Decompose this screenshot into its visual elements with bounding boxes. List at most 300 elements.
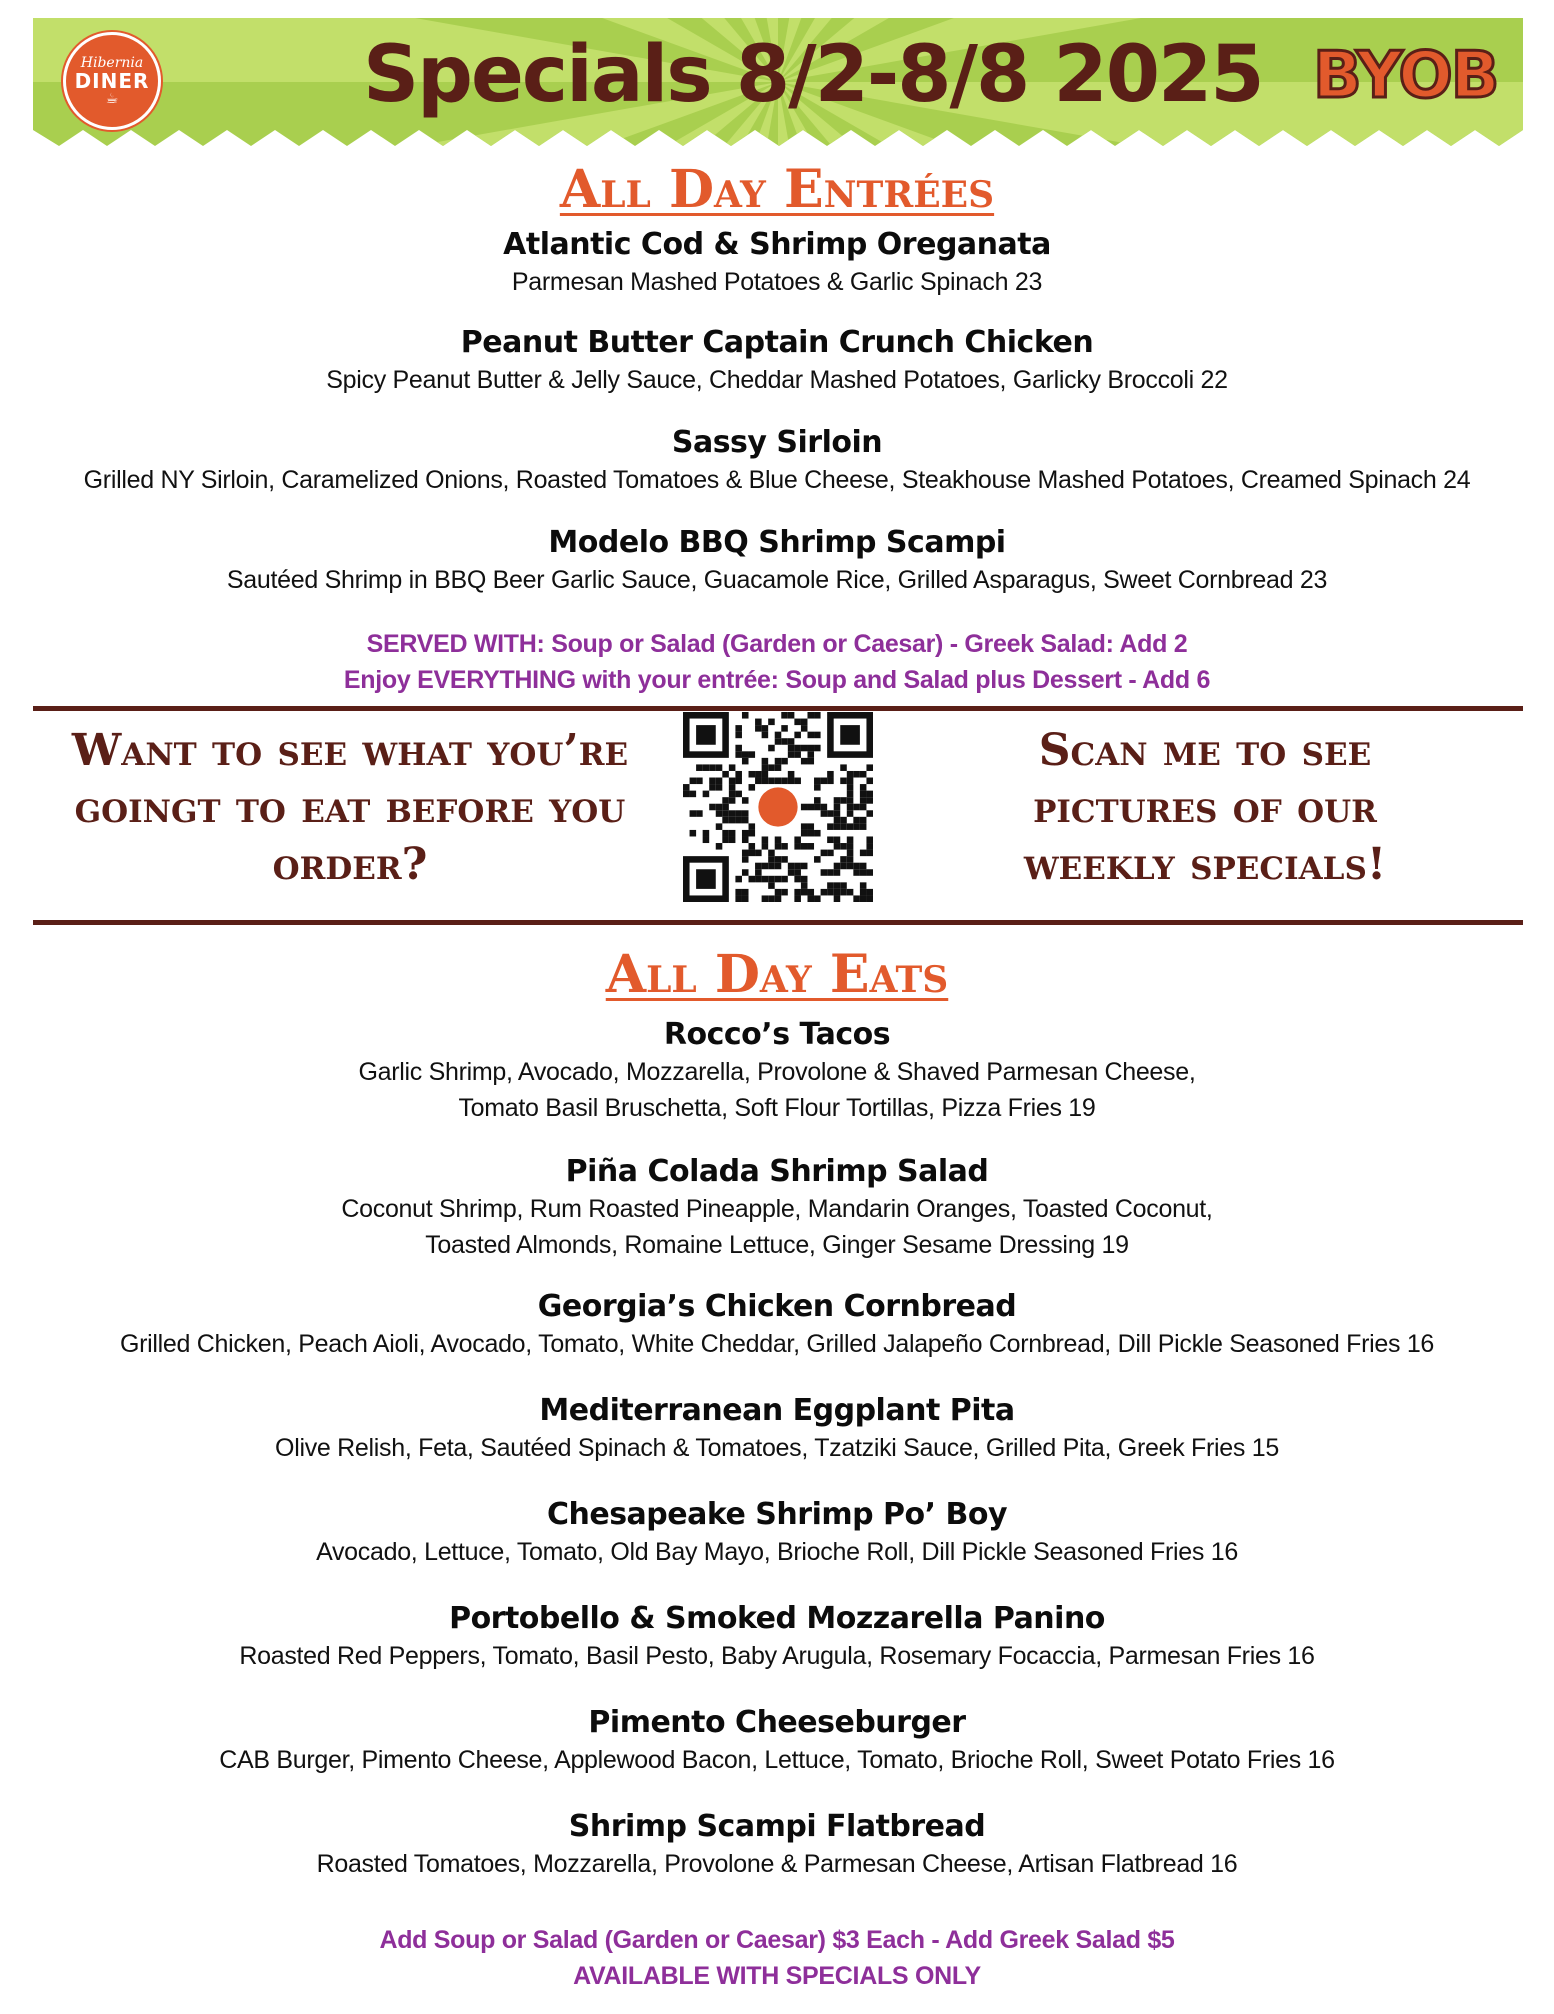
qr-module (690, 778, 697, 785)
qr-module (690, 791, 697, 798)
menu-item (0, 1288, 1554, 1362)
qr-module (722, 797, 729, 804)
qr-module (814, 732, 821, 739)
item-name: Shrimp Scampi Flatbread (568, 1809, 986, 1844)
qr-module (860, 823, 867, 830)
qr-module (827, 882, 834, 889)
qr-module (866, 850, 873, 857)
qr-module (755, 869, 762, 876)
qr-module (834, 889, 841, 896)
promo-right-line: weekly specials! (1023, 839, 1387, 890)
menu-item (0, 324, 1554, 398)
qr-module (794, 778, 801, 785)
qr-module (807, 889, 814, 896)
qr-module (735, 889, 742, 896)
qr-module (860, 863, 867, 870)
item-description: CAB Burger, Pimento Cheese, Applewood Bacon, Lettuce, Tomato, Brioche Roll, Sweet Potato Fries 16 (219, 1746, 1335, 1774)
qr-module (801, 876, 808, 883)
qr-module (775, 889, 782, 896)
qr-module (834, 843, 841, 850)
qr-module (860, 889, 867, 896)
qr-module (866, 869, 873, 876)
qr-module (847, 863, 854, 870)
qr-module (834, 836, 841, 843)
qr-module (866, 810, 873, 817)
qr-module (709, 804, 716, 811)
qr-module (794, 889, 801, 896)
qr-module (762, 876, 769, 883)
qr-module (690, 830, 697, 837)
qr-module (788, 751, 795, 758)
qr-module (834, 797, 841, 804)
qr-module (716, 784, 723, 791)
qr-module (866, 889, 873, 896)
qr-module (794, 876, 801, 883)
qr-module (794, 895, 801, 902)
qr-module (696, 778, 703, 785)
qr-module (735, 876, 742, 883)
qr-module (729, 817, 736, 824)
qr-module (827, 889, 834, 896)
qr-module (814, 797, 821, 804)
qr-module (781, 889, 788, 896)
qr-module (847, 836, 854, 843)
qr-module (742, 810, 749, 817)
qr-module (755, 863, 762, 870)
qr-module (788, 869, 795, 876)
qr-module (860, 895, 867, 902)
qr-module (768, 764, 775, 771)
qr-module (768, 882, 775, 889)
qr-module (840, 863, 847, 870)
eats-list (0, 1016, 1554, 1882)
qr-module (762, 732, 769, 739)
qr-module (860, 817, 867, 824)
qr-module (860, 797, 867, 804)
qr-module (703, 830, 710, 837)
qr-module (840, 856, 847, 863)
qr-module (807, 830, 814, 837)
qr-module (742, 751, 749, 758)
qr-module (781, 738, 788, 745)
item-name: Georgia’s Chicken Cornbread (537, 1289, 1017, 1324)
qr-module (866, 843, 873, 850)
qr-module (775, 738, 782, 745)
qr-module (827, 836, 834, 843)
qr-module (866, 895, 873, 902)
menu-item (0, 424, 1554, 498)
qr-module (847, 889, 854, 896)
qr-module (735, 810, 742, 817)
qr-module (840, 778, 847, 785)
qr-module (775, 876, 782, 883)
qr-module (807, 732, 814, 739)
qr-module (768, 850, 775, 857)
item-description: Spicy Peanut Butter & Jelly Sauce, Cheddar Mashed Potatoes, Garlicky Broccoli 22 (326, 366, 1228, 394)
eats-note-specials-only: AVAILABLE WITH SPECIALS ONLY (573, 1962, 981, 1990)
qr-module (814, 895, 821, 902)
qr-module (722, 836, 729, 843)
qr-module (775, 895, 782, 902)
qr-module (834, 863, 841, 870)
page-title: Specials 8/2-8/8 2025 (363, 30, 1263, 120)
qr-module (775, 863, 782, 870)
qr-module (781, 725, 788, 732)
qr-module (755, 876, 762, 883)
item-name: Peanut Butter Captain Crunch Chicken (460, 325, 1094, 360)
qr-module (814, 830, 821, 837)
qr-module (801, 863, 808, 870)
qr-module (821, 869, 828, 876)
qr-module (866, 797, 873, 804)
qr-module (722, 810, 729, 817)
qr-module (840, 882, 847, 889)
qr-module (807, 895, 814, 902)
qr-module (794, 751, 801, 758)
qr-module (762, 771, 769, 778)
qr-module (807, 751, 814, 758)
qr-module (866, 778, 873, 785)
item-name: Rocco’s Tacos (663, 1017, 891, 1052)
qr-module (749, 830, 756, 837)
qr-module (788, 771, 795, 778)
qr-module (801, 719, 808, 726)
qr-module (847, 823, 854, 830)
item-name: Mediterranean Eggplant Pita (539, 1393, 1015, 1428)
qr-module (807, 745, 814, 752)
qr-module (866, 764, 873, 771)
qr-module (742, 850, 749, 857)
qr-module (801, 830, 808, 837)
menu-item (0, 1808, 1554, 1882)
qr-module (742, 797, 749, 804)
qr-module (788, 863, 795, 870)
qr-module (801, 823, 808, 830)
qr-module (775, 758, 782, 765)
qr-module (847, 778, 854, 785)
qr-module (860, 804, 867, 811)
qr-module (794, 745, 801, 752)
menu-item (0, 1704, 1554, 1778)
item-name: Modelo BBQ Shrimp Scampi (548, 525, 1006, 560)
qr-logo-center (758, 787, 797, 826)
qr-module (853, 869, 860, 876)
qr-module (840, 725, 860, 745)
qr-module (729, 830, 736, 837)
qr-module (827, 778, 834, 785)
promo-right-text (905, 722, 1505, 893)
qr-module (709, 784, 716, 791)
qr-module (781, 758, 788, 765)
item-description: Sautéed Shrimp in BBQ Beer Garlic Sauce, Guacamole Rice, Grilled Asparagus, Sweet Cornbread 23 (226, 566, 1328, 594)
logo-diner-text: DINER (74, 69, 150, 93)
qr-module (742, 830, 749, 837)
qr-module (709, 764, 716, 771)
qr-code-icon[interactable] (683, 712, 873, 902)
qr-module (807, 804, 814, 811)
divider-bottom (33, 920, 1523, 925)
item-description: Parmesan Mashed Potatoes & Garlic Spinach 23 (511, 268, 1043, 296)
qr-module (853, 895, 860, 902)
item-description: Roasted Red Peppers, Tomato, Basil Pesto, Baby Arugula, Rosemary Focaccia, Parmesan Fries 16 (239, 1642, 1315, 1670)
qr-module (847, 791, 854, 798)
qr-module (735, 817, 742, 824)
qr-module (696, 725, 716, 745)
qr-module (762, 758, 769, 765)
qr-module (768, 745, 775, 752)
qr-module (742, 895, 749, 902)
qr-module (703, 791, 710, 798)
qr-module (794, 843, 801, 850)
qr-module (814, 784, 821, 791)
qr-module (847, 804, 854, 811)
qr-module (847, 810, 854, 817)
qr-module (762, 778, 769, 785)
qr-module (807, 758, 814, 765)
qr-module (742, 869, 749, 876)
qr-module (735, 751, 742, 758)
qr-module (696, 869, 716, 889)
promo-left-line: order? (272, 839, 428, 890)
qr-module (716, 810, 723, 817)
qr-module (729, 784, 736, 791)
qr-module (781, 843, 788, 850)
promo-left-text (50, 722, 650, 893)
qr-module (755, 725, 762, 732)
qr-module (735, 895, 742, 902)
qr-module (768, 719, 775, 726)
qr-module (801, 725, 808, 732)
qr-module (735, 771, 742, 778)
qr-module (788, 745, 795, 752)
qr-module (834, 804, 841, 811)
qr-module (807, 823, 814, 830)
qr-module (834, 895, 841, 902)
qr-module (755, 771, 762, 778)
qr-module (749, 751, 756, 758)
entrees-note-enjoy-everything: Enjoy EVERYTHING with your entrée: Soup and Salad plus Dessert - Add 6 (343, 666, 1211, 694)
qr-module (847, 797, 854, 804)
menu-item (0, 1600, 1554, 1674)
qr-module (840, 823, 847, 830)
qr-module (827, 850, 834, 857)
promo-left-line: Want to see what you’re (71, 725, 629, 776)
qr-module (735, 778, 742, 785)
qr-module (840, 797, 847, 804)
qr-module (729, 778, 736, 785)
qr-module (834, 823, 841, 830)
qr-module (860, 784, 867, 791)
qr-module (781, 712, 788, 719)
qr-module (762, 863, 769, 870)
qr-module (794, 863, 801, 870)
coffee-cup-icon: ☕ (105, 91, 119, 107)
qr-module (853, 823, 860, 830)
qr-module (847, 856, 854, 863)
qr-module (768, 778, 775, 785)
qr-module (735, 732, 742, 739)
qr-module (762, 836, 769, 843)
qr-module (801, 889, 808, 896)
qr-module (775, 856, 782, 863)
item-name: Sassy Sirloin (671, 425, 883, 460)
item-description: Coconut Shrimp, Rum Roasted Pineapple, Mandarin Oranges, Toasted Coconut, (341, 1195, 1213, 1223)
menu-item (0, 524, 1554, 598)
qr-module (716, 804, 723, 811)
qr-module (821, 850, 828, 857)
qr-module (853, 804, 860, 811)
entrees-note-served-with: SERVED WITH: Soup or Salad (Garden or Caesar) - Greek Salad: Add 2 (366, 630, 1188, 658)
qr-module (827, 823, 834, 830)
qr-module (696, 810, 703, 817)
item-name: Pimento Cheeseburger (588, 1705, 966, 1740)
qr-module (683, 791, 690, 798)
qr-module (794, 719, 801, 726)
qr-module (716, 778, 723, 785)
qr-module (729, 791, 736, 798)
qr-module (735, 725, 742, 732)
qr-module (814, 804, 821, 811)
qr-module (735, 745, 742, 752)
qr-module (821, 810, 828, 817)
qr-module (860, 791, 867, 798)
qr-module (768, 863, 775, 870)
item-name: Piña Colada Shrimp Salad (565, 1154, 989, 1189)
qr-module (866, 791, 873, 798)
qr-module (742, 817, 749, 824)
qr-module (729, 797, 736, 804)
item-name: Atlantic Cod & Shrimp Oreganata (503, 227, 1051, 262)
qr-module (755, 719, 762, 726)
qr-module (853, 771, 860, 778)
qr-module (722, 771, 729, 778)
qr-module (788, 778, 795, 785)
qr-module (775, 732, 782, 739)
qr-module (768, 856, 775, 863)
qr-module (749, 823, 756, 830)
qr-module (775, 843, 782, 850)
qr-module (847, 784, 854, 791)
menu-item (0, 226, 1554, 300)
qr-module (821, 889, 828, 896)
qr-module (814, 778, 821, 785)
qr-module (860, 869, 867, 876)
logo-script-text: Hibernia (80, 55, 144, 71)
qr-module (781, 856, 788, 863)
item-description: Garlic Shrimp, Avocado, Mozzarella, Provolone & Shaved Parmesan Cheese, (358, 1058, 1196, 1086)
header-banner (33, 18, 1523, 146)
qr-module (742, 889, 749, 896)
promo-right-line: Scan me to see (1038, 725, 1372, 776)
qr-module (860, 850, 867, 857)
entrees-list (0, 226, 1554, 598)
qr-module (709, 778, 716, 785)
qr-module (749, 850, 756, 857)
qr-module (729, 810, 736, 817)
qr-module (827, 869, 834, 876)
qr-module (716, 843, 723, 850)
item-description: Olive Relish, Feta, Sautéed Spinach & Tomatoes, Tzatziki Sauce, Grilled Pita, Greek Fries 15 (275, 1434, 1279, 1462)
eats-heading: All Day Eats (605, 944, 949, 1005)
qr-module (762, 764, 769, 771)
qr-module (722, 817, 729, 824)
qr-module (762, 843, 769, 850)
item-description: Tomato Basil Bruschetta, Soft Flour Tortillas, Pizza Fries 19 (458, 1094, 1096, 1122)
qr-module (742, 758, 749, 765)
qr-module (801, 804, 808, 811)
qr-module (807, 712, 814, 719)
qr-module (801, 758, 808, 765)
qr-module (834, 869, 841, 876)
qr-module (821, 804, 828, 811)
qr-module (860, 882, 867, 889)
qr-module (794, 836, 801, 843)
qr-module (749, 876, 756, 883)
qr-module (847, 843, 854, 850)
qr-module (801, 745, 808, 752)
menu-item (0, 1016, 1554, 1126)
qr-module (827, 810, 834, 817)
qr-module (840, 817, 847, 824)
qr-module (742, 836, 749, 843)
qr-module (814, 745, 821, 752)
qr-module (801, 843, 808, 850)
qr-module (794, 869, 801, 876)
qr-module (847, 771, 854, 778)
qr-module (781, 876, 788, 883)
qr-module (788, 738, 795, 745)
promo-left-line: goingt to eat before you (74, 782, 626, 833)
qr-module (781, 778, 788, 785)
qr-module (696, 764, 703, 771)
qr-module (690, 810, 697, 817)
item-name: Portobello & Smoked Mozzarella Panino (449, 1601, 1105, 1636)
qr-module (749, 784, 756, 791)
qr-module (749, 771, 756, 778)
qr-module (703, 764, 710, 771)
item-description: Grilled NY Sirloin, Caramelized Onions, Roasted Tomatoes & Blue Cheese, Steakhouse Mashed Potatoes, Creamed Spinach 24 (83, 466, 1471, 494)
qr-module (775, 836, 782, 843)
item-description: Toasted Almonds, Romaine Lettuce, Ginger Sesame Dressing 19 (425, 1231, 1129, 1259)
divider-top (33, 706, 1523, 711)
qr-module (722, 804, 729, 811)
qr-module (703, 836, 710, 843)
qr-module (853, 817, 860, 824)
item-name: Chesapeake Shrimp Po’ Boy (546, 1497, 1007, 1532)
qr-module (755, 850, 762, 857)
entrees-heading: All Day Entrées (559, 159, 995, 220)
item-description: Avocado, Lettuce, Tomato, Old Bay Mayo, Brioche Roll, Dill Pickle Seasoned Fries 16 (316, 1538, 1238, 1566)
qr-module (834, 817, 841, 824)
item-description: Grilled Chicken, Peach Aioli, Avocado, Tomato, White Cheddar, Grilled Jalapeño Cornbread, Dill Pickle Seasoned Fries 16 (119, 1330, 1435, 1358)
qr-module (853, 863, 860, 870)
menu-item (0, 1496, 1554, 1570)
qr-module (762, 725, 769, 732)
qr-module (814, 856, 821, 863)
eats-note-add-soup-salad: Add Soup or Salad (Garden or Caesar) $3 Each - Add Greek Salad $5 (379, 1926, 1175, 1954)
diner-logo (63, 32, 161, 130)
qr-module (775, 778, 782, 785)
qr-module (834, 810, 841, 817)
qr-module (716, 764, 723, 771)
qr-module (794, 732, 801, 739)
qr-module (840, 764, 847, 771)
qr-module (735, 791, 742, 798)
qr-module (788, 712, 795, 719)
qr-module (840, 843, 847, 850)
qr-module (860, 771, 867, 778)
qr-module (827, 771, 834, 778)
